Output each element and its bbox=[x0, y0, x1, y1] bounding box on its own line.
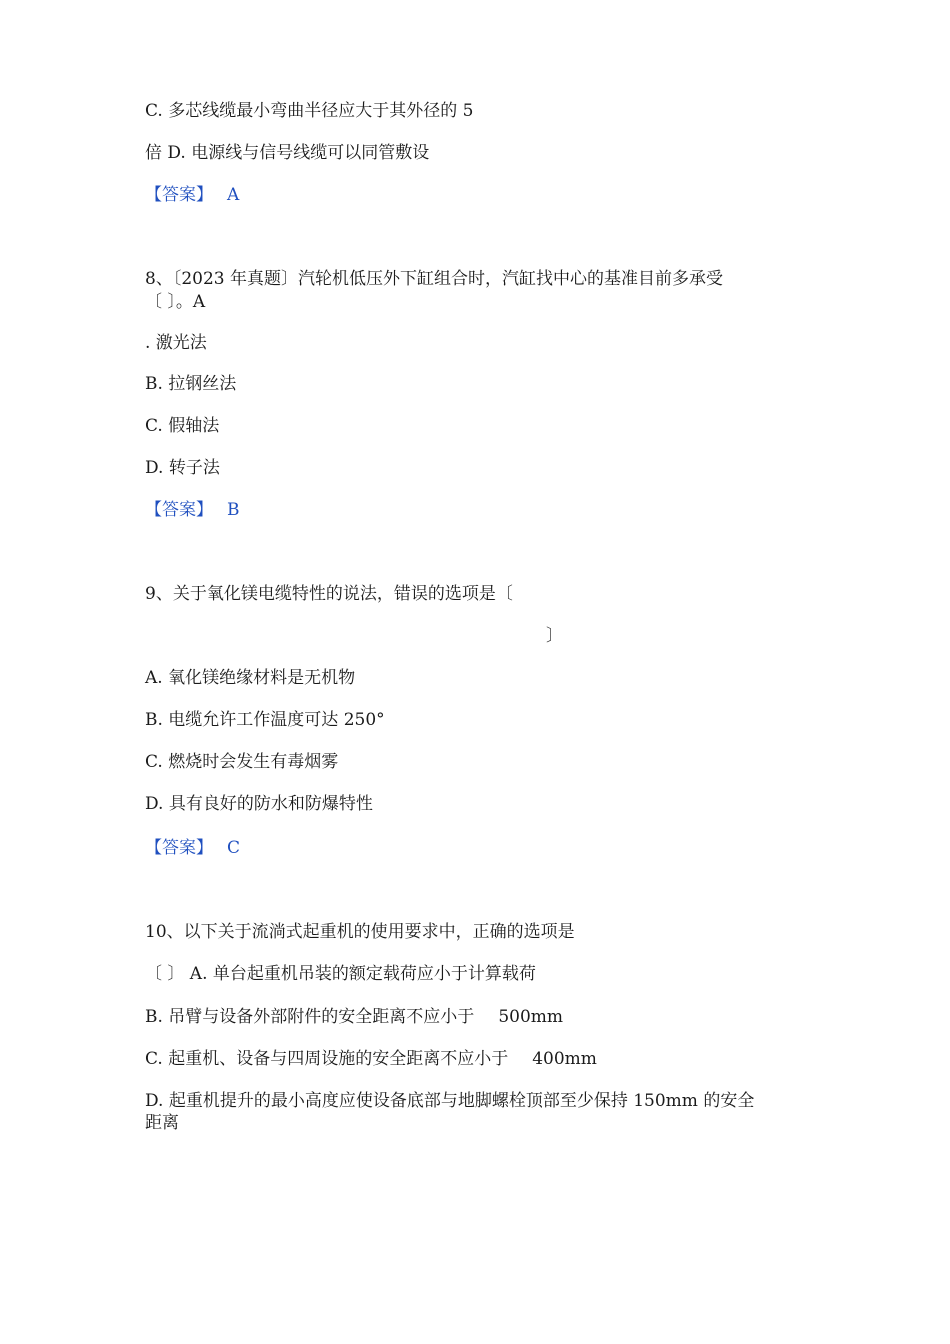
q8-option-d: D. 转子法 bbox=[145, 458, 220, 478]
q9-option-d: D. 具有良好的防水和防爆特性 bbox=[145, 794, 373, 814]
q9-answer bbox=[145, 837, 240, 859]
answer-value: A bbox=[227, 185, 240, 205]
answer-value: C bbox=[227, 838, 241, 858]
q8-answer bbox=[145, 499, 240, 521]
q8-option-a: . 激光法 bbox=[145, 333, 207, 353]
q10-option-c-text: C. 起重机、设备与四周设施的安全距离不应小于 bbox=[145, 1049, 509, 1069]
q8-stem-line1: 8、〔2023 年真题〕汽轮机低压外下缸组合时，汽缸找中心的基准目前多承受 bbox=[145, 269, 723, 289]
q10-option-c-value: 400mm bbox=[532, 1049, 597, 1069]
answer-label: 【答案】 bbox=[145, 185, 213, 205]
q9-stem-line1: 9、关于氧化镁电缆特性的说法，错误的选项是〔 bbox=[145, 584, 513, 604]
q8-option-c: C. 假轴法 bbox=[145, 416, 220, 436]
q10-stem-line1: 10、以下关于流淌式起重机的使用要求中，正确的选项是 bbox=[145, 922, 575, 942]
q10-option-d-line1: D. 起重机提升的最小高度应使设备底部与地脚螺栓顶部至少保持 150mm 的安全 bbox=[145, 1091, 755, 1111]
answer-value: B bbox=[227, 500, 240, 520]
q8-stem-line2: 〔 〕。A bbox=[145, 292, 206, 312]
q9-option-c: C. 燃烧时会发生有毒烟雾 bbox=[145, 752, 339, 772]
answer-label: 【答案】 bbox=[145, 838, 213, 858]
q9-option-a: A. 氧化镁绝缘材料是无机物 bbox=[145, 668, 356, 688]
q10-option-d-line2: 距离 bbox=[145, 1113, 179, 1133]
q10-option-b-text: B. 吊臂与设备外部附件的安全距离不应小于 bbox=[145, 1007, 475, 1027]
answer-label: 【答案】 bbox=[145, 500, 213, 520]
q10-option-b bbox=[145, 1006, 563, 1028]
q9-option-b: B. 电缆允许工作温度可达 250° bbox=[145, 710, 385, 730]
q9-stem-line2: 〕 bbox=[546, 626, 563, 646]
q8-option-b: B. 拉钢丝法 bbox=[145, 374, 237, 394]
q10-option-b-value: 500mm bbox=[498, 1007, 564, 1027]
q7-option-c: C. 多芯线缆最小弯曲半径应大于其外径的 5 bbox=[145, 101, 474, 121]
q7-option-cd: 倍 D. 电源线与信号线缆可以同管敷设 bbox=[145, 143, 430, 163]
q7-answer bbox=[145, 184, 239, 206]
q10-option-c bbox=[145, 1048, 597, 1070]
q10-stem-line2: 〔 〕 A. 单台起重机吊装的额定载荷应小于计算载荷 bbox=[145, 964, 536, 984]
